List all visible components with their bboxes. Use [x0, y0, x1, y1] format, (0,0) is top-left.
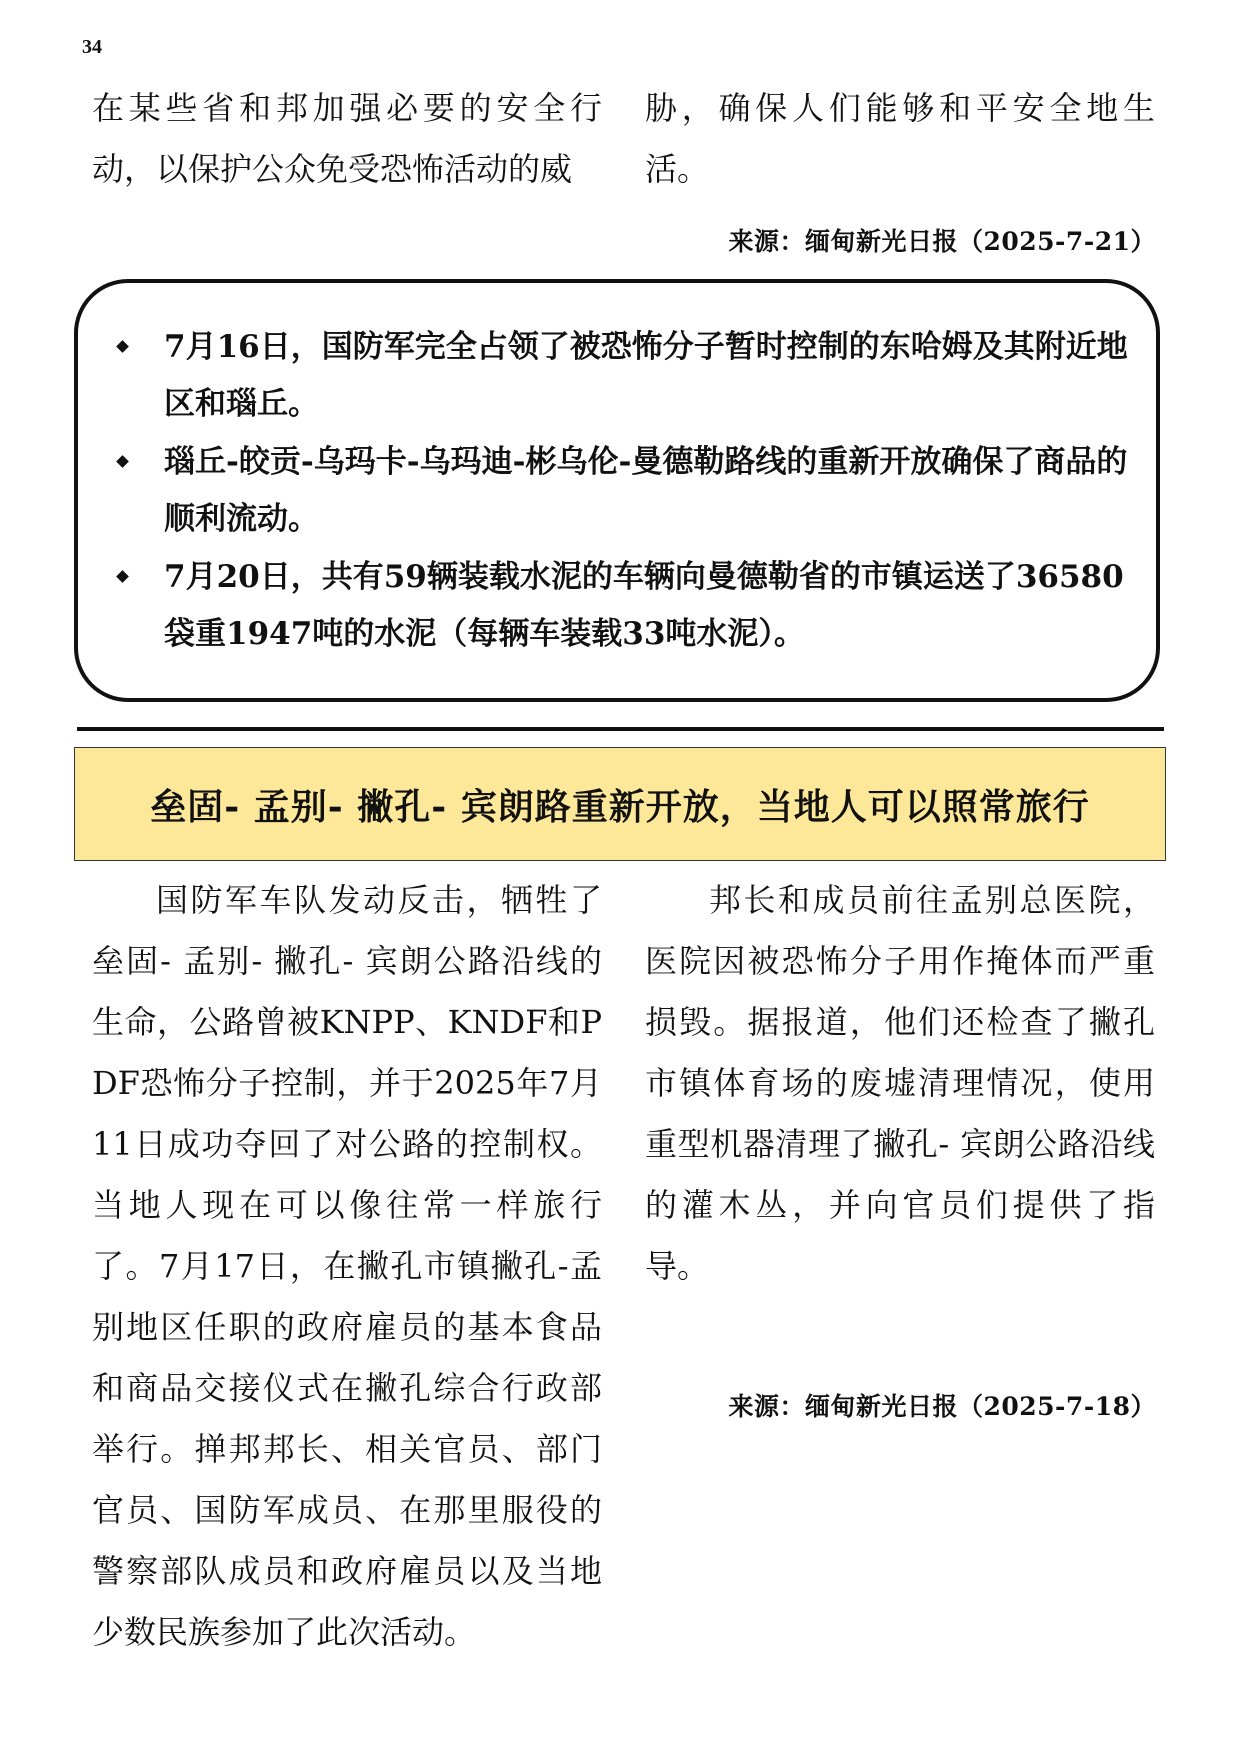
highlights-box — [74, 279, 1160, 702]
highlight-text-1: 7月16日，国防军完全占领了被恐怖分子暂时控制的东哈姆及其附近地区和瑙丘。 — [164, 329, 1128, 422]
highlight-item-1 — [102, 319, 1132, 433]
diamond-bullet-icon — [116, 455, 129, 468]
top-article-right-text: 胁，确保人们能够和平安全地生活。 — [645, 89, 1155, 188]
top-article-left-column — [92, 78, 602, 200]
page-number: 34 — [82, 36, 102, 58]
article-left-text: 国防军车队发动反击，牺牲了垒固- 孟别- 撇孔- 宾朗公路沿线的生命，公路曾被KNPP、KNDF和PDF恐怖分子控制，并于2025年7月11日成功夺回了对公路的控制权。当地人现在可以像往常一样旅行了。7月17日，在撇孔市镇撇孔-孟别地区任职的政府雇员的基本食品和商品交接仪式在撇孔综合行政部举行。掸邦邦长、相关官员、部门官员、国防军成员、在那里服役的警察部队成员和政府雇员以及当地少数民族参加了此次活动。 — [92, 881, 602, 1651]
diamond-bullet-icon — [116, 570, 129, 583]
section-divider — [77, 727, 1164, 731]
article-headline: 垒固- 孟别- 撇孔- 宾朗路重新开放，当地人可以照常旅行 — [150, 785, 1090, 828]
top-article-source: 来源：缅甸新光日报（2025-7-21） — [728, 227, 1156, 256]
top-article-right-column — [645, 78, 1155, 200]
diamond-bullet-icon — [116, 340, 129, 353]
article-source: 来源：缅甸新光日报（2025-7-18） — [728, 1392, 1156, 1421]
article-right-text: 邦长和成员前往孟别总医院，医院因被恐怖分子用作掩体而严重损毁。据报道，他们还检查了撇孔市镇体育场的废墟清理情况，使用重型机器清理了撇孔- 宾朗公路沿线的灌木丛，并向官员们提供了指导。 — [645, 881, 1155, 1285]
top-article-left-text: 在某些省和邦加强必要的安全行动，以保护公众免受恐怖活动的威 — [92, 89, 602, 188]
article-right-column — [645, 870, 1155, 1297]
highlight-item-3 — [102, 549, 1132, 663]
article-headline-box — [74, 747, 1166, 861]
highlight-item-2 — [102, 434, 1132, 548]
highlight-text-2: 瑙丘-皎贡-乌玛卡-乌玛迪-彬乌伦-曼德勒路线的重新开放确保了商品的顺利流动。 — [164, 444, 1128, 537]
article-left-column — [92, 870, 602, 1663]
highlight-text-3: 7月20日，共有59辆装载水泥的车辆向曼德勒省的市镇运送了36580袋重1947吨的水泥（每辆车装载33吨水泥）。 — [164, 559, 1124, 652]
